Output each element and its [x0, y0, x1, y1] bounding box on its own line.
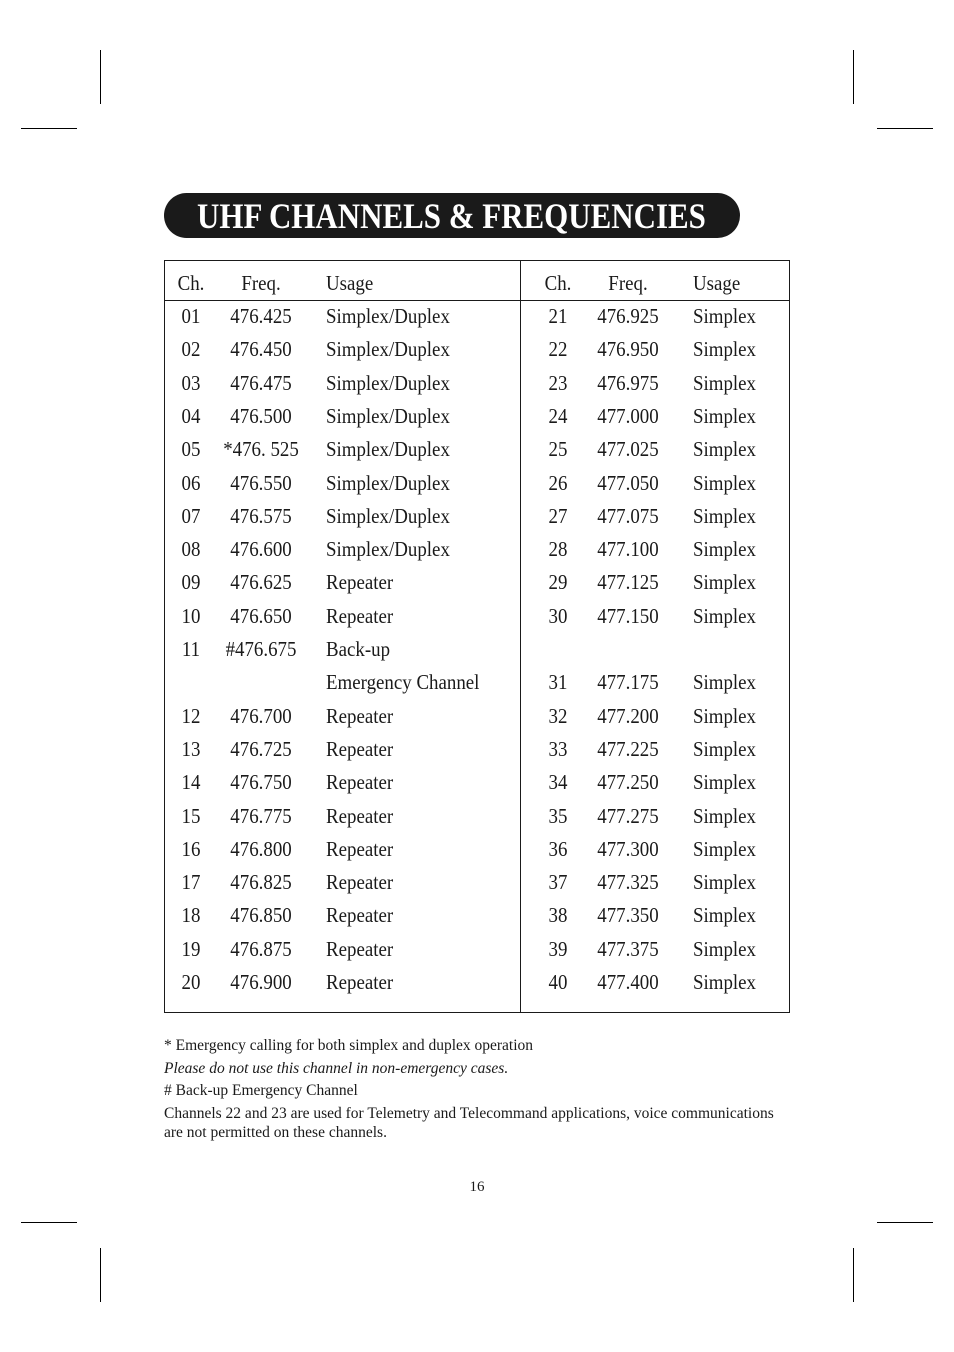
- right-usage: Simplex: [693, 370, 757, 395]
- footnotes: [164, 1036, 790, 1145]
- channel-table: [164, 260, 790, 1013]
- right-channel-number: 36: [548, 836, 568, 861]
- left-frequency: 476.600: [230, 537, 292, 562]
- left-frequency: 476.450: [230, 337, 292, 362]
- right-channel-number: 37: [548, 870, 568, 895]
- left-channel-number: 02: [181, 337, 201, 362]
- right-usage: Simplex: [693, 870, 757, 895]
- left-channel-number: 03: [181, 370, 201, 395]
- right-channel-number: 24: [548, 403, 568, 428]
- left-usage: Simplex/Duplex: [326, 403, 450, 428]
- right-usage: Simplex: [693, 304, 757, 328]
- left-usage: Repeater: [326, 836, 394, 861]
- right-frequency: 476.925: [597, 304, 659, 328]
- right-usage: Simplex: [693, 770, 757, 795]
- header-channel-right: Ch.: [544, 271, 572, 295]
- right-usage: Simplex: [693, 503, 757, 528]
- left-frequency: 476.425: [230, 304, 292, 328]
- note-backup: # Back-up Emergency Channel: [164, 1082, 358, 1099]
- left-usage: Simplex/Duplex: [326, 370, 450, 395]
- right-channel-number: 38: [548, 903, 568, 928]
- right-usage: Simplex: [693, 903, 757, 928]
- left-usage: Repeater: [326, 870, 394, 895]
- left-channel-number: 08: [181, 537, 201, 562]
- right-channel-number: 35: [548, 803, 568, 828]
- page-number: 16: [469, 1179, 485, 1195]
- left-channel-number: 18: [181, 903, 201, 928]
- page-title: UHF CHANNELS & FREQUENCIES: [197, 196, 706, 236]
- header-divider: [165, 300, 789, 301]
- right-frequency: 477.400: [597, 970, 659, 994]
- left-frequency: 476.500: [230, 403, 292, 428]
- crop-mark-bottom-right-horizontal: [877, 1222, 933, 1223]
- right-channel-number: 26: [548, 470, 568, 495]
- left-channel-number: 07: [181, 503, 201, 528]
- left-channel-number: 20: [181, 970, 201, 994]
- right-frequency: 477.100: [597, 537, 659, 562]
- header-channel-left: Ch.: [177, 271, 205, 295]
- note-telemetry: Channels 22 and 23 are used for Telemetry and Telecommand applications, voice communications are not permitted on these channels.: [164, 1104, 774, 1141]
- right-usage: Simplex: [693, 803, 757, 828]
- column-divider: [520, 261, 521, 1012]
- right-frequency: 477.300: [597, 836, 659, 861]
- left-usage: Simplex/Duplex: [326, 437, 450, 462]
- right-usage: Simplex: [693, 570, 757, 595]
- right-usage: Simplex: [693, 970, 757, 994]
- right-frequency: 477.275: [597, 803, 659, 828]
- right-channel-number: 29: [548, 570, 568, 595]
- left-frequency: 476.700: [230, 703, 292, 728]
- left-frequency: *476. 525: [223, 437, 299, 462]
- left-usage: Repeater: [326, 736, 394, 761]
- right-frequency: 477.125: [597, 570, 659, 595]
- left-frequency: 476.800: [230, 836, 292, 861]
- right-frequency: 477.075: [597, 503, 659, 528]
- right-channel-number: 34: [548, 770, 568, 795]
- left-channel-number: 19: [181, 936, 201, 961]
- right-frequency: 477.150: [597, 603, 659, 628]
- left-frequency: 476.625: [230, 570, 292, 595]
- left-usage: Simplex/Duplex: [326, 537, 450, 562]
- right-frequency: 477.050: [597, 470, 659, 495]
- note-warning: Please do not use this channel in non-emergency cases.: [164, 1059, 509, 1077]
- left-frequency: 476.775: [230, 803, 292, 828]
- right-frequency: 477.000: [597, 403, 659, 428]
- left-channel-number: 12: [181, 703, 201, 728]
- crop-mark-bottom-right-vertical: [853, 1248, 854, 1302]
- crop-mark-top-right-horizontal: [877, 128, 933, 129]
- left-usage: Repeater: [326, 970, 394, 994]
- right-frequency: 477.350: [597, 903, 659, 928]
- crop-mark-bottom-left-horizontal: [21, 1222, 77, 1223]
- crop-mark-top-left-horizontal: [21, 128, 77, 129]
- left-channel-number: 10: [181, 603, 201, 628]
- left-frequency: 476.850: [230, 903, 292, 928]
- right-frequency: 476.950: [597, 337, 659, 362]
- right-frequency: 477.250: [597, 770, 659, 795]
- right-usage: Simplex: [693, 537, 757, 562]
- left-channel-number: 06: [181, 470, 201, 495]
- crop-mark-bottom-left-vertical: [100, 1248, 101, 1302]
- left-frequency: 476.550: [230, 470, 292, 495]
- right-frequency: 477.325: [597, 870, 659, 895]
- right-usage: Simplex: [693, 736, 757, 761]
- left-channel-number: 15: [181, 803, 201, 828]
- right-usage: Simplex: [693, 603, 757, 628]
- left-channel-number: 05: [181, 437, 201, 462]
- left-usage: Repeater: [326, 803, 394, 828]
- left-frequency: 476.575: [230, 503, 292, 528]
- right-usage: Simplex: [693, 703, 757, 728]
- right-usage: Simplex: [693, 470, 757, 495]
- left-usage: Repeater: [326, 903, 394, 928]
- right-frequency: 477.025: [597, 437, 659, 462]
- right-usage: Simplex: [693, 403, 757, 428]
- left-usage: Simplex/Duplex: [326, 304, 450, 328]
- title-banner: [164, 193, 740, 238]
- left-channel-number: 04: [181, 403, 201, 428]
- right-channel-number: 25: [548, 437, 568, 462]
- crop-mark-top-right-vertical: [853, 50, 854, 104]
- left-frequency: 476.900: [230, 970, 292, 994]
- left-channel-number: 14: [181, 770, 201, 795]
- right-frequency: 477.375: [597, 936, 659, 961]
- right-channel-number: 28: [548, 537, 568, 562]
- left-frequency: 476.875: [230, 936, 292, 961]
- left-frequency: 476.475: [230, 370, 292, 395]
- left-usage: Repeater: [326, 603, 394, 628]
- header-frequency-left: Freq.: [241, 271, 281, 295]
- right-usage: Simplex: [693, 437, 757, 462]
- left-usage: Simplex/Duplex: [326, 470, 450, 495]
- left-usage: Simplex/Duplex: [326, 503, 450, 528]
- left-usage: Simplex/Duplex: [326, 337, 450, 362]
- left-usage: Repeater: [326, 770, 394, 795]
- right-channel-number: 39: [548, 936, 568, 961]
- right-frequency: 477.175: [597, 670, 659, 695]
- right-usage: Simplex: [693, 337, 757, 362]
- right-channel-number: 21: [548, 304, 568, 328]
- right-usage: Simplex: [693, 670, 757, 695]
- left-frequency: 476.750: [230, 770, 292, 795]
- crop-mark-top-left-vertical: [100, 50, 101, 104]
- left-channel-number: 13: [181, 736, 201, 761]
- left-frequency: 476.825: [230, 870, 292, 895]
- left-frequency: 476.725: [230, 736, 292, 761]
- left-frequency: 476.650: [230, 603, 292, 628]
- right-frequency: 477.200: [597, 703, 659, 728]
- right-channel-number: 32: [548, 703, 568, 728]
- right-frequency: 477.225: [597, 736, 659, 761]
- left-channel-number: 17: [181, 870, 201, 895]
- right-channel-number: 40: [548, 970, 568, 994]
- note-emergency: * Emergency calling for both simplex and duplex operation: [164, 1037, 534, 1054]
- left-usage: Repeater: [326, 570, 394, 595]
- header-usage-left: Usage: [326, 271, 374, 295]
- right-usage: Simplex: [693, 936, 757, 961]
- left-channel-number: 11: [181, 637, 201, 661]
- header-usage-right: Usage: [693, 271, 741, 295]
- left-usage: Repeater: [326, 936, 394, 961]
- right-channel-number: 23: [548, 370, 568, 395]
- right-channel-number: 27: [548, 503, 568, 528]
- right-channel-number: 33: [548, 736, 568, 761]
- left-channel-number: 01: [181, 304, 201, 328]
- left-usage: Emergency Channel: [326, 670, 480, 695]
- left-usage: Back-up: [326, 637, 391, 661]
- right-usage: Simplex: [693, 836, 757, 861]
- right-channel-number: 30: [548, 603, 568, 628]
- left-channel-number: 16: [181, 836, 201, 861]
- left-channel-number: 09: [181, 570, 201, 595]
- header-frequency-right: Freq.: [608, 271, 648, 295]
- right-frequency: 476.975: [597, 370, 659, 395]
- right-channel-number: 22: [548, 337, 568, 362]
- left-frequency: #476.675: [225, 637, 297, 661]
- right-channel-number: 31: [548, 670, 568, 695]
- left-usage: Repeater: [326, 703, 394, 728]
